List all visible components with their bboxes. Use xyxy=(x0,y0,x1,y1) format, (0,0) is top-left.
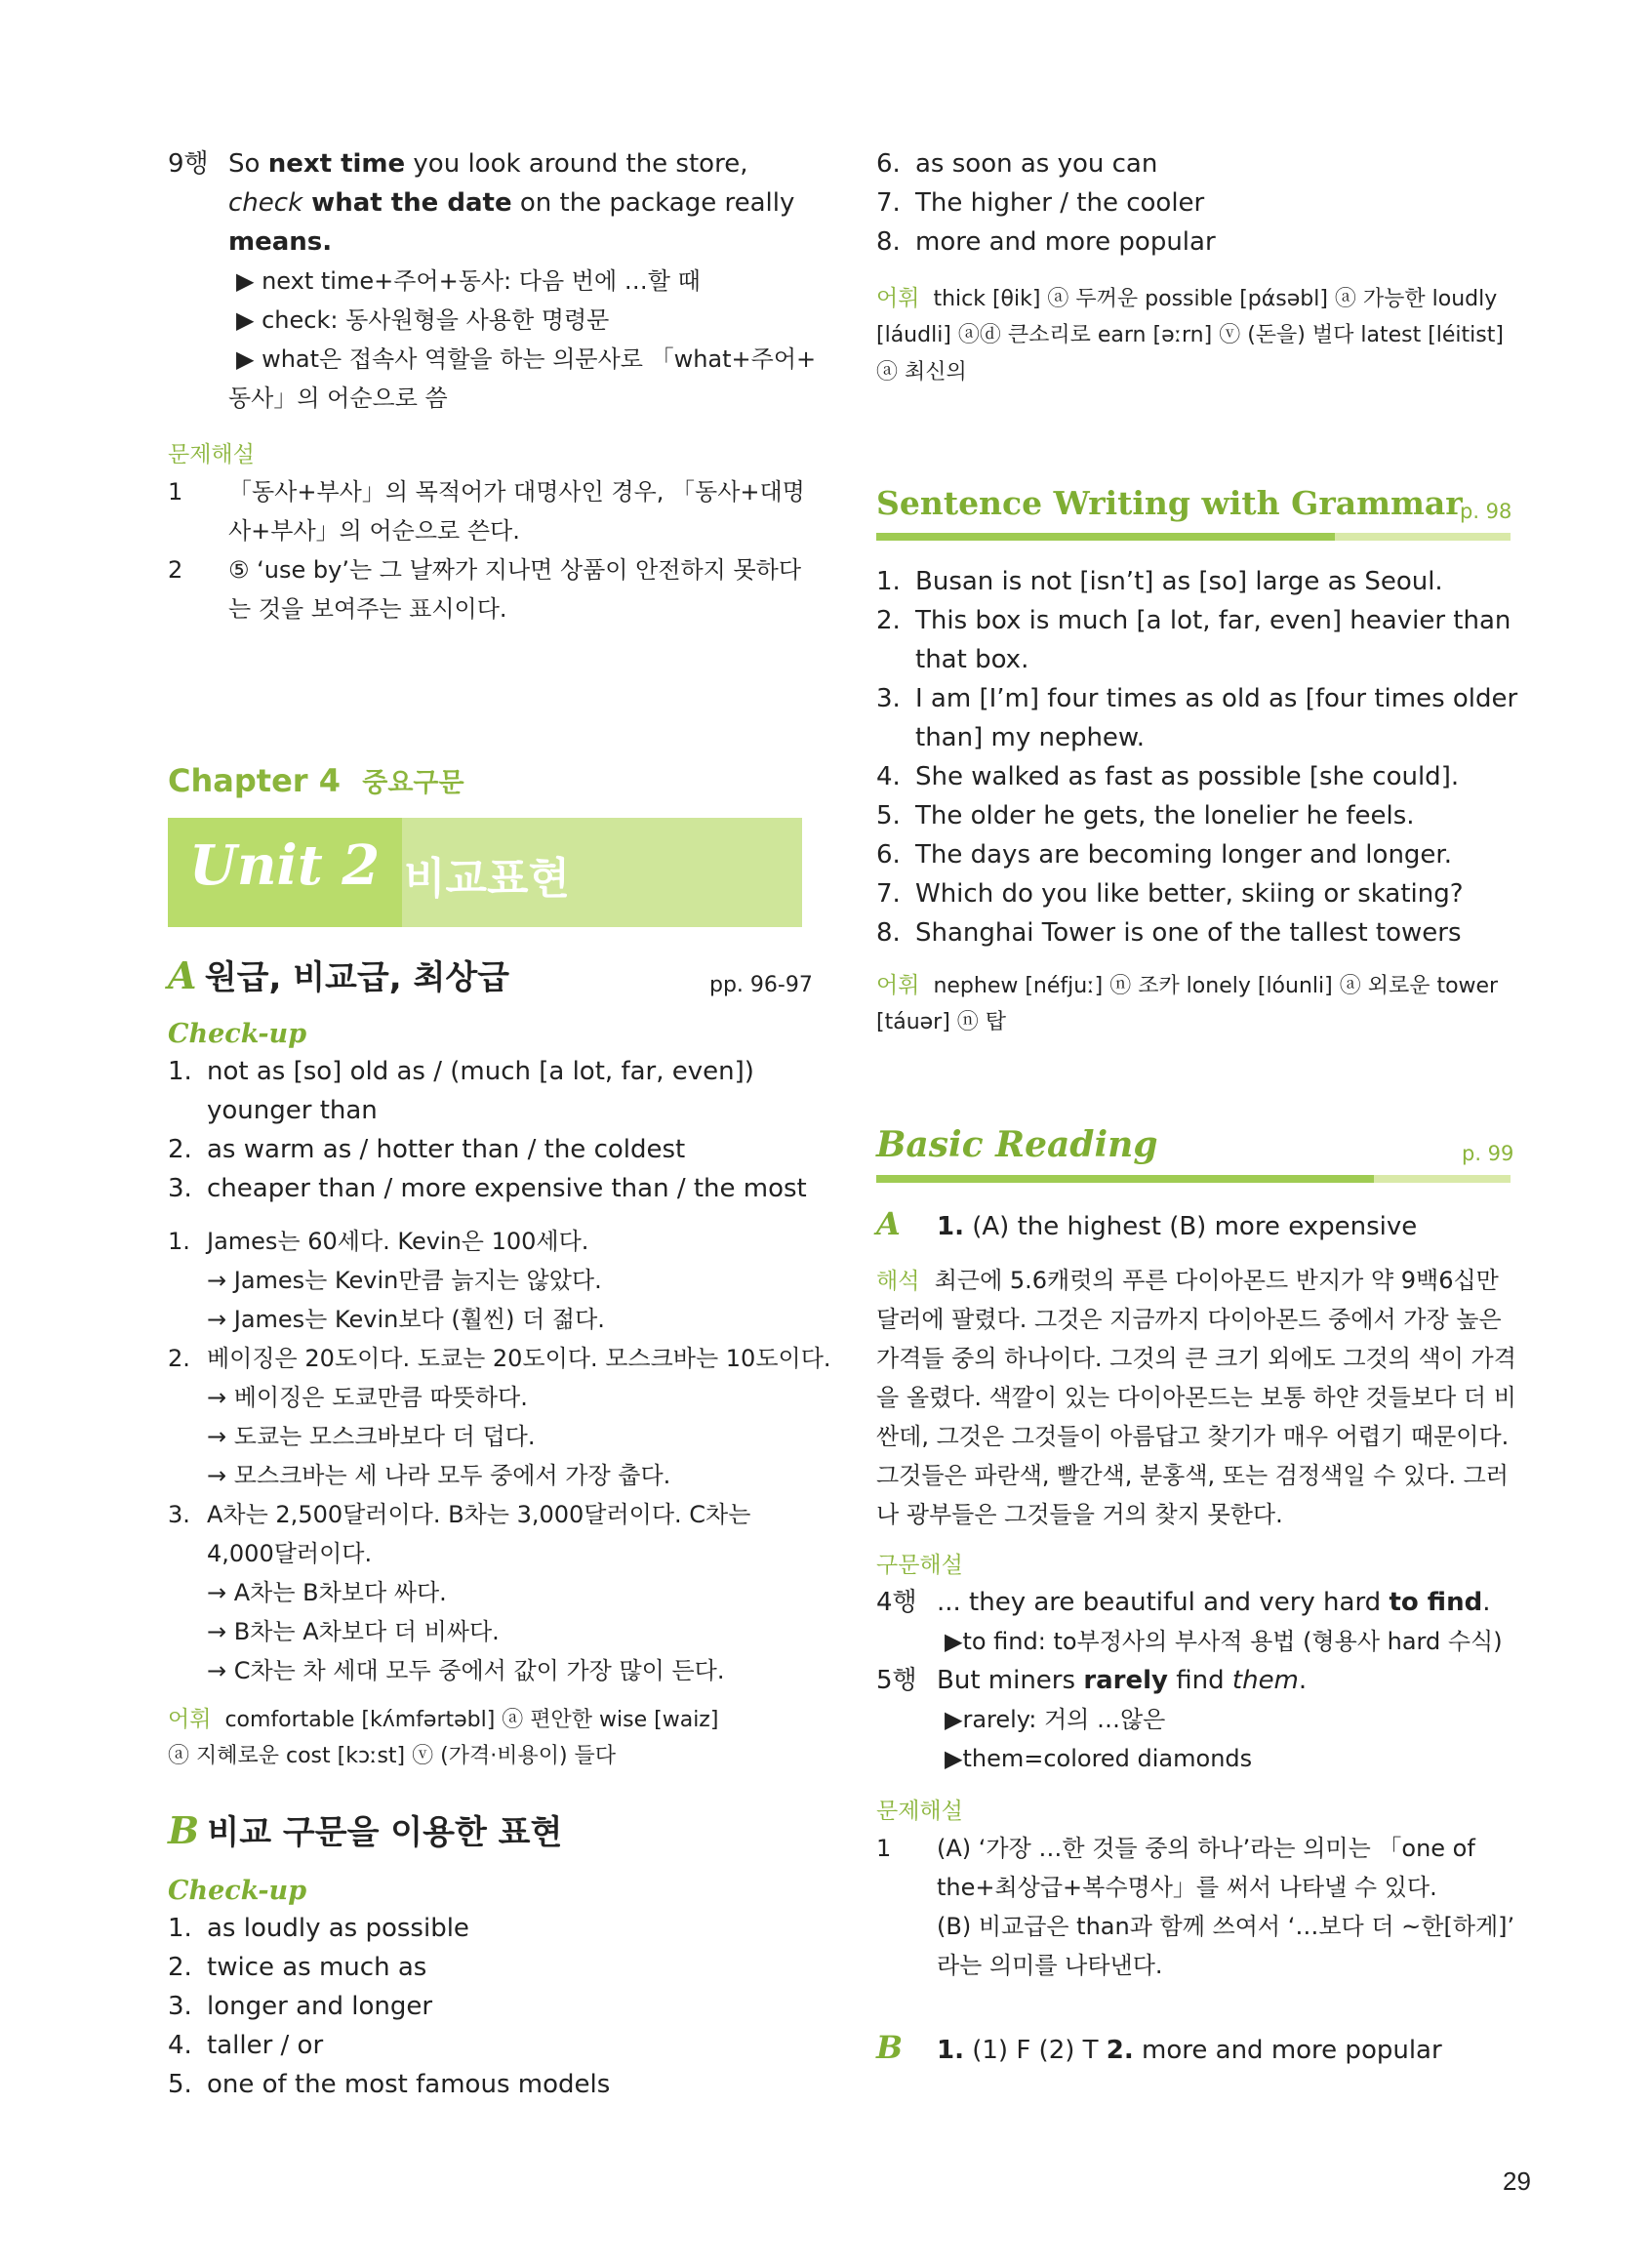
problem-item-cont: 는 것을 보여주는 표시이다. xyxy=(228,595,507,623)
sw-item: 1. Busan is not [isn’t] as [so] large as Seoul. xyxy=(876,567,1443,596)
section-a-heading: A 원급, 비교급, 최상급 xyxy=(168,953,510,997)
translation-line: → James는 Kevin보다 (훨씬) 더 젊다. xyxy=(207,1306,605,1333)
vocab-block-cont: [láudli] ⓐⓓ 큰소리로 earn [əːrn] ⓥ (돈을) 벌다 latest [léitist] xyxy=(876,323,1504,347)
unit-title: 비교표현 xyxy=(404,854,571,904)
problem-item: 1 「동사+부사」의 목적어가 대명사인 경우, 「동사+대명 xyxy=(168,478,805,506)
vocab-block-cont: ⓐ 최신의 xyxy=(876,360,967,385)
checkup-label: Check-up xyxy=(168,1876,307,1906)
sw-item: 5. The older he gets, the lonelier he feels. xyxy=(876,801,1415,830)
translation-line: → 베이징은 도쿄만큼 따뜻하다. xyxy=(207,1384,528,1411)
translation-line: → 도쿄는 모스크바보다 더 덥다. xyxy=(207,1423,536,1450)
reading-b-answer: B 1. (1) F (2) T 2. more and more popular xyxy=(876,2029,1442,2066)
unit-banner xyxy=(168,818,802,927)
section-a-pages: pp. 96-97 xyxy=(709,973,813,997)
translation-line: → B차는 A차보다 더 비싸다. xyxy=(207,1618,500,1645)
syntax-line-5: 5행 But miners rarely find them. xyxy=(876,1666,1308,1695)
checkup-item: 4. taller / or xyxy=(168,2031,324,2060)
checkup-item: 1. not as [so] old as / (much [a lot, far, even]) xyxy=(168,1057,754,1086)
syntax-note: ▶rarely: 거의 …않은 xyxy=(945,1706,1166,1733)
syntax-line-9: 9행 So next time you look around the store, xyxy=(168,149,748,179)
translation-line: 그것들은 파란색, 빨간색, 분홍색, 또는 검정색일 수 있다. 그러 xyxy=(876,1462,1509,1489)
translation-item: 1. James는 60세다. Kevin은 100세다. xyxy=(168,1228,589,1255)
translation-item: 3. A차는 2,500달러이다. B차는 3,000달러이다. C차는 xyxy=(168,1501,751,1528)
sw-item: 3. I am [I’m] four times as old as [four times older xyxy=(876,684,1518,713)
sw-item: 8. Shanghai Tower is one of the tallest towers xyxy=(876,918,1462,948)
syntax-line-9b: check what the date on the package really xyxy=(228,188,795,218)
page-number: 29 xyxy=(1503,2166,1531,2196)
vocab-block: 어휘 thick [θik] ⓐ 두꺼운 possible [pάsəbl] ⓐ 가능한 loudly xyxy=(876,286,1498,311)
checkup-item: 2. twice as much as xyxy=(168,1953,427,1982)
syntax-note: ▶to find: to부정사의 부사적 용법 (형용사 hard 수식) xyxy=(945,1628,1503,1655)
basic-reading-heading: Basic Reading xyxy=(876,1124,1158,1165)
sw-item: 4. She walked as fast as possible [she could]. xyxy=(876,762,1460,791)
translation-line: → C차는 차 세대 모두 중에서 값이 가장 많이 든다. xyxy=(207,1657,725,1684)
heading-underline-accent xyxy=(876,1175,1374,1183)
translation-line: 나 광부들은 그것들을 거의 찾지 못한다. xyxy=(876,1501,1283,1528)
translation-line: 달러에 팔렸다. 그것은 지금까지 다이아몬드 중에서 가장 높은 xyxy=(876,1306,1502,1333)
vocab-block-cont: [táuər] ⓝ 탑 xyxy=(876,1010,1007,1034)
heading-underline-accent xyxy=(876,533,1335,541)
problem-item-cont: the+최상급+복수명사」를 써서 나타낼 수 있다. xyxy=(937,1874,1437,1901)
checkup-item: 3. cheaper than / more expensive than / the most xyxy=(168,1174,807,1203)
syntax-note: ▶ check: 동사원형을 사용한 명령문 xyxy=(236,306,610,334)
syntax-line-4: 4행 ... they are beautiful and very hard to find. xyxy=(876,1588,1491,1617)
basic-reading-page: p. 99 xyxy=(1462,1142,1514,1165)
sw-item: 2. This box is much [a lot, far, even] heavier than xyxy=(876,606,1511,635)
problem-item-cont: 라는 의미를 나타낸다. xyxy=(937,1952,1163,1979)
syntax-line-9c: means. xyxy=(228,227,333,257)
checkup-label: Check-up xyxy=(168,1019,307,1049)
problem-item: 2 ⑤ ‘use by’는 그 날짜가 지나면 상품이 안전하지 못하다 xyxy=(168,556,802,584)
checkup-item-cont: younger than xyxy=(207,1096,378,1125)
problem-item-cont: (B) 비교급은 than과 함께 쓰여서 ‘…보다 더 ~한[하게]’ xyxy=(937,1913,1515,1940)
sentence-writing-heading: Sentence Writing with Grammar xyxy=(876,484,1463,522)
checkup-item: 5. one of the most famous models xyxy=(168,2070,611,2099)
translation-line: 가격들 중의 하나이다. 그것의 큰 크기 외에도 그것의 색이 가격 xyxy=(876,1345,1516,1372)
chapter-heading: Chapter 4 중요구문 xyxy=(168,762,464,799)
sentence-writing-page: p. 98 xyxy=(1460,500,1512,523)
problem-item-cont: 사+부사」의 어순으로 쓴다. xyxy=(228,517,520,545)
reading-a-answer: A 1. (A) the highest (B) more expensive xyxy=(876,1205,1418,1242)
section-b-heading: B 비교 구문을 이용한 표현 xyxy=(168,1808,563,1852)
syntax-note: ▶ next time+주어+동사: 다음 번에 …할 때 xyxy=(236,267,701,295)
vocab-block: 어휘 nephew [néfjuː] ⓝ 조카 lonely [lóunli] ⓐ 외로운 tower xyxy=(876,973,1499,998)
sw-item-cont: than] my nephew. xyxy=(915,723,1146,752)
translation-line: 해석 최근에 5.6캐럿의 푸른 다이아몬드 반지가 약 9백6십만 xyxy=(876,1267,1499,1294)
problem-heading: 문제해설 xyxy=(876,1799,963,1824)
vocab-block-cont: ⓐ 지혜로운 cost [kɔːst] ⓥ (가격·비용이) 들다 xyxy=(168,1744,617,1768)
translation-item: 2. 베이징은 20도이다. 도쿄는 20도이다. 모스크바는 10도이다. xyxy=(168,1345,831,1372)
unit-label: Unit 2 xyxy=(189,833,381,898)
sw-item: 6. The days are becoming longer and longer. xyxy=(876,840,1452,870)
sw-item-cont: that box. xyxy=(915,645,1029,674)
checkup-item: 2. as warm as / hotter than / the coldest xyxy=(168,1135,686,1164)
sw-item: 7. Which do you like better, skiing or skating? xyxy=(876,879,1464,909)
translation-line: → A차는 B차보다 싸다. xyxy=(207,1579,447,1606)
syntax-note: ▶them=colored diamonds xyxy=(945,1745,1253,1772)
translation-line: → 모스크바는 세 나라 모두 중에서 가장 춥다. xyxy=(207,1462,671,1489)
translation-line: 을 올렸다. 색깔이 있는 다이아몬드는 보통 하얀 것들보다 더 비 xyxy=(876,1384,1516,1411)
checkup-item: 8. more and more popular xyxy=(876,227,1216,257)
checkup-item: 6. as soon as you can xyxy=(876,149,1158,179)
syntax-note: 동사」의 어순으로 씀 xyxy=(228,385,448,412)
vocab-block: 어휘 comfortable [kʌ́mfərtəbl] ⓐ 편안한 wise [waiz] xyxy=(168,1707,719,1732)
translation-line: → James는 Kevin만큼 늙지는 않았다. xyxy=(207,1267,602,1294)
syntax-note: ▶ what은 접속사 역할을 하는 의문사로 「what+주어+ xyxy=(236,345,817,373)
translation-line: 4,000달러이다. xyxy=(207,1540,373,1567)
problem-heading: 문제해설 xyxy=(168,442,255,467)
problem-item: 1 (A) ‘가장 …한 것들 중의 하나’라는 의미는 「one of xyxy=(876,1835,1475,1862)
checkup-item: 1. as loudly as possible xyxy=(168,1914,469,1943)
translation-line: 싼데, 그것은 그것들이 아름답고 찾기가 매우 어렵기 때문이다. xyxy=(876,1423,1510,1450)
syntax-heading: 구문해설 xyxy=(876,1553,963,1578)
checkup-item: 3. longer and longer xyxy=(168,1992,433,2021)
checkup-item: 7. The higher / the cooler xyxy=(876,188,1205,218)
